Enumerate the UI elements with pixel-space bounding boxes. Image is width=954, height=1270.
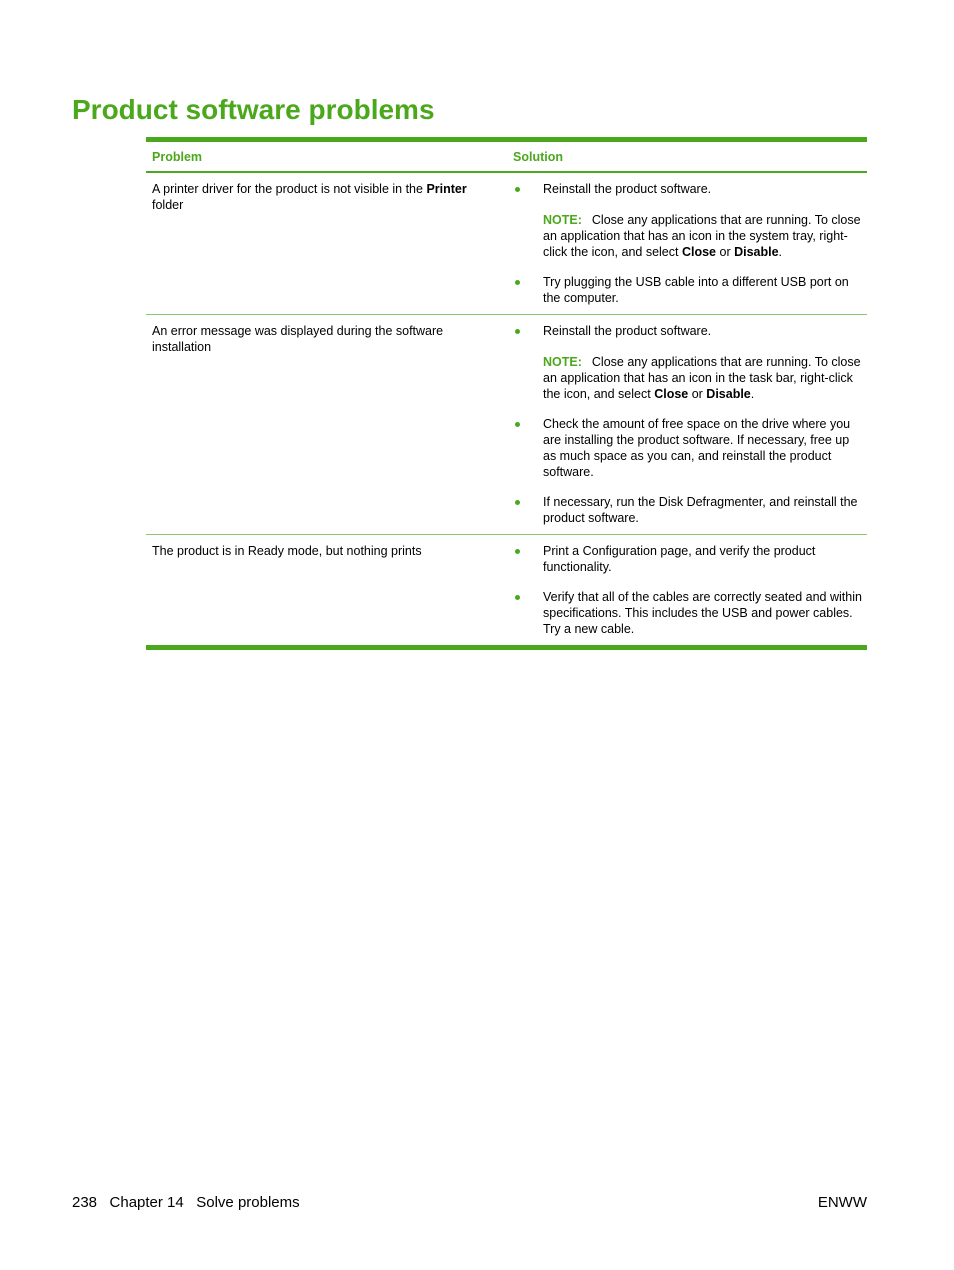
bullet-icon bbox=[507, 274, 543, 306]
solution-cell bbox=[507, 535, 867, 645]
header-solution: Solution bbox=[513, 150, 563, 164]
note-text: Close any applications that are running. To close an application that has an icon in the system tray, right-click the icon, and select bbox=[543, 213, 861, 259]
table-row bbox=[146, 315, 867, 535]
table-row bbox=[146, 535, 867, 645]
solution-text: Reinstall the product software. bbox=[543, 182, 712, 196]
problems-table bbox=[146, 137, 867, 650]
problem-text: An error message was displayed during the software installation bbox=[152, 324, 444, 354]
solution-text: Reinstall the product software. bbox=[543, 324, 712, 338]
bullet-icon bbox=[507, 494, 543, 526]
table-row bbox=[146, 173, 867, 315]
solution-item bbox=[507, 274, 863, 306]
note-text-end: . bbox=[750, 387, 755, 401]
solution-text: Verify that all of the cables are correctly seated and within specifications. This includes the USB and power cables. Try a new cable. bbox=[543, 590, 862, 636]
solution-text: Print a Configuration page, and verify the product functionality. bbox=[543, 544, 816, 574]
note-label: NOTE: bbox=[543, 355, 582, 369]
problem-cell bbox=[146, 173, 507, 314]
bullet-icon bbox=[507, 589, 543, 637]
note bbox=[543, 354, 863, 402]
solution-text: Check the amount of free space on the drive where you are installing the product software. If necessary, free up as much space as you can, and reinstall the product software. bbox=[543, 417, 851, 479]
solution-item bbox=[507, 323, 863, 402]
table-header bbox=[146, 142, 867, 173]
bullet-icon bbox=[507, 181, 543, 260]
bullet-icon bbox=[507, 543, 543, 575]
solution-item bbox=[507, 589, 863, 637]
solution-text: If necessary, run the Disk Defragmenter, and reinstall the product software. bbox=[543, 495, 858, 525]
solution-text: Try plugging the USB cable into a different USB port on the computer. bbox=[543, 275, 849, 305]
header-problem: Problem bbox=[152, 150, 203, 164]
note-text-end: . bbox=[778, 245, 783, 259]
problem-text: A printer driver for the product is not visible in the bbox=[152, 182, 427, 196]
note-text-or: or bbox=[688, 387, 707, 401]
note-bold-close: Close bbox=[681, 245, 717, 259]
note-bold-close: Close bbox=[654, 387, 689, 401]
problem-cell bbox=[146, 315, 507, 534]
page-title: Product software problems bbox=[72, 94, 435, 125]
problem-cell bbox=[146, 535, 507, 645]
bullet-icon bbox=[507, 323, 543, 402]
note-label: NOTE: bbox=[543, 213, 582, 227]
problem-text-end: folder bbox=[152, 198, 184, 212]
problem-bold-text: Printer bbox=[426, 182, 467, 196]
solution-item bbox=[507, 494, 863, 526]
solution-item bbox=[507, 543, 863, 575]
footer-page-info: 238 Chapter 14 Solve problems bbox=[72, 1194, 300, 1211]
solution-item bbox=[507, 416, 863, 480]
bullet-icon bbox=[507, 416, 543, 480]
note bbox=[543, 212, 863, 260]
footer-locale: ENWW bbox=[817, 1194, 867, 1211]
solution-cell bbox=[507, 173, 867, 314]
problem-text: The product is in Ready mode, but nothing prints bbox=[152, 544, 422, 558]
solution-item bbox=[507, 181, 863, 260]
note-bold-disable: Disable bbox=[734, 245, 779, 259]
note-bold-disable: Disable bbox=[706, 387, 751, 401]
note-text: Close any applications that are running. To close an application that has an icon in the task bar, right-click the icon, and select bbox=[543, 355, 861, 401]
note-text-or: or bbox=[716, 245, 735, 259]
solution-cell bbox=[507, 315, 867, 534]
